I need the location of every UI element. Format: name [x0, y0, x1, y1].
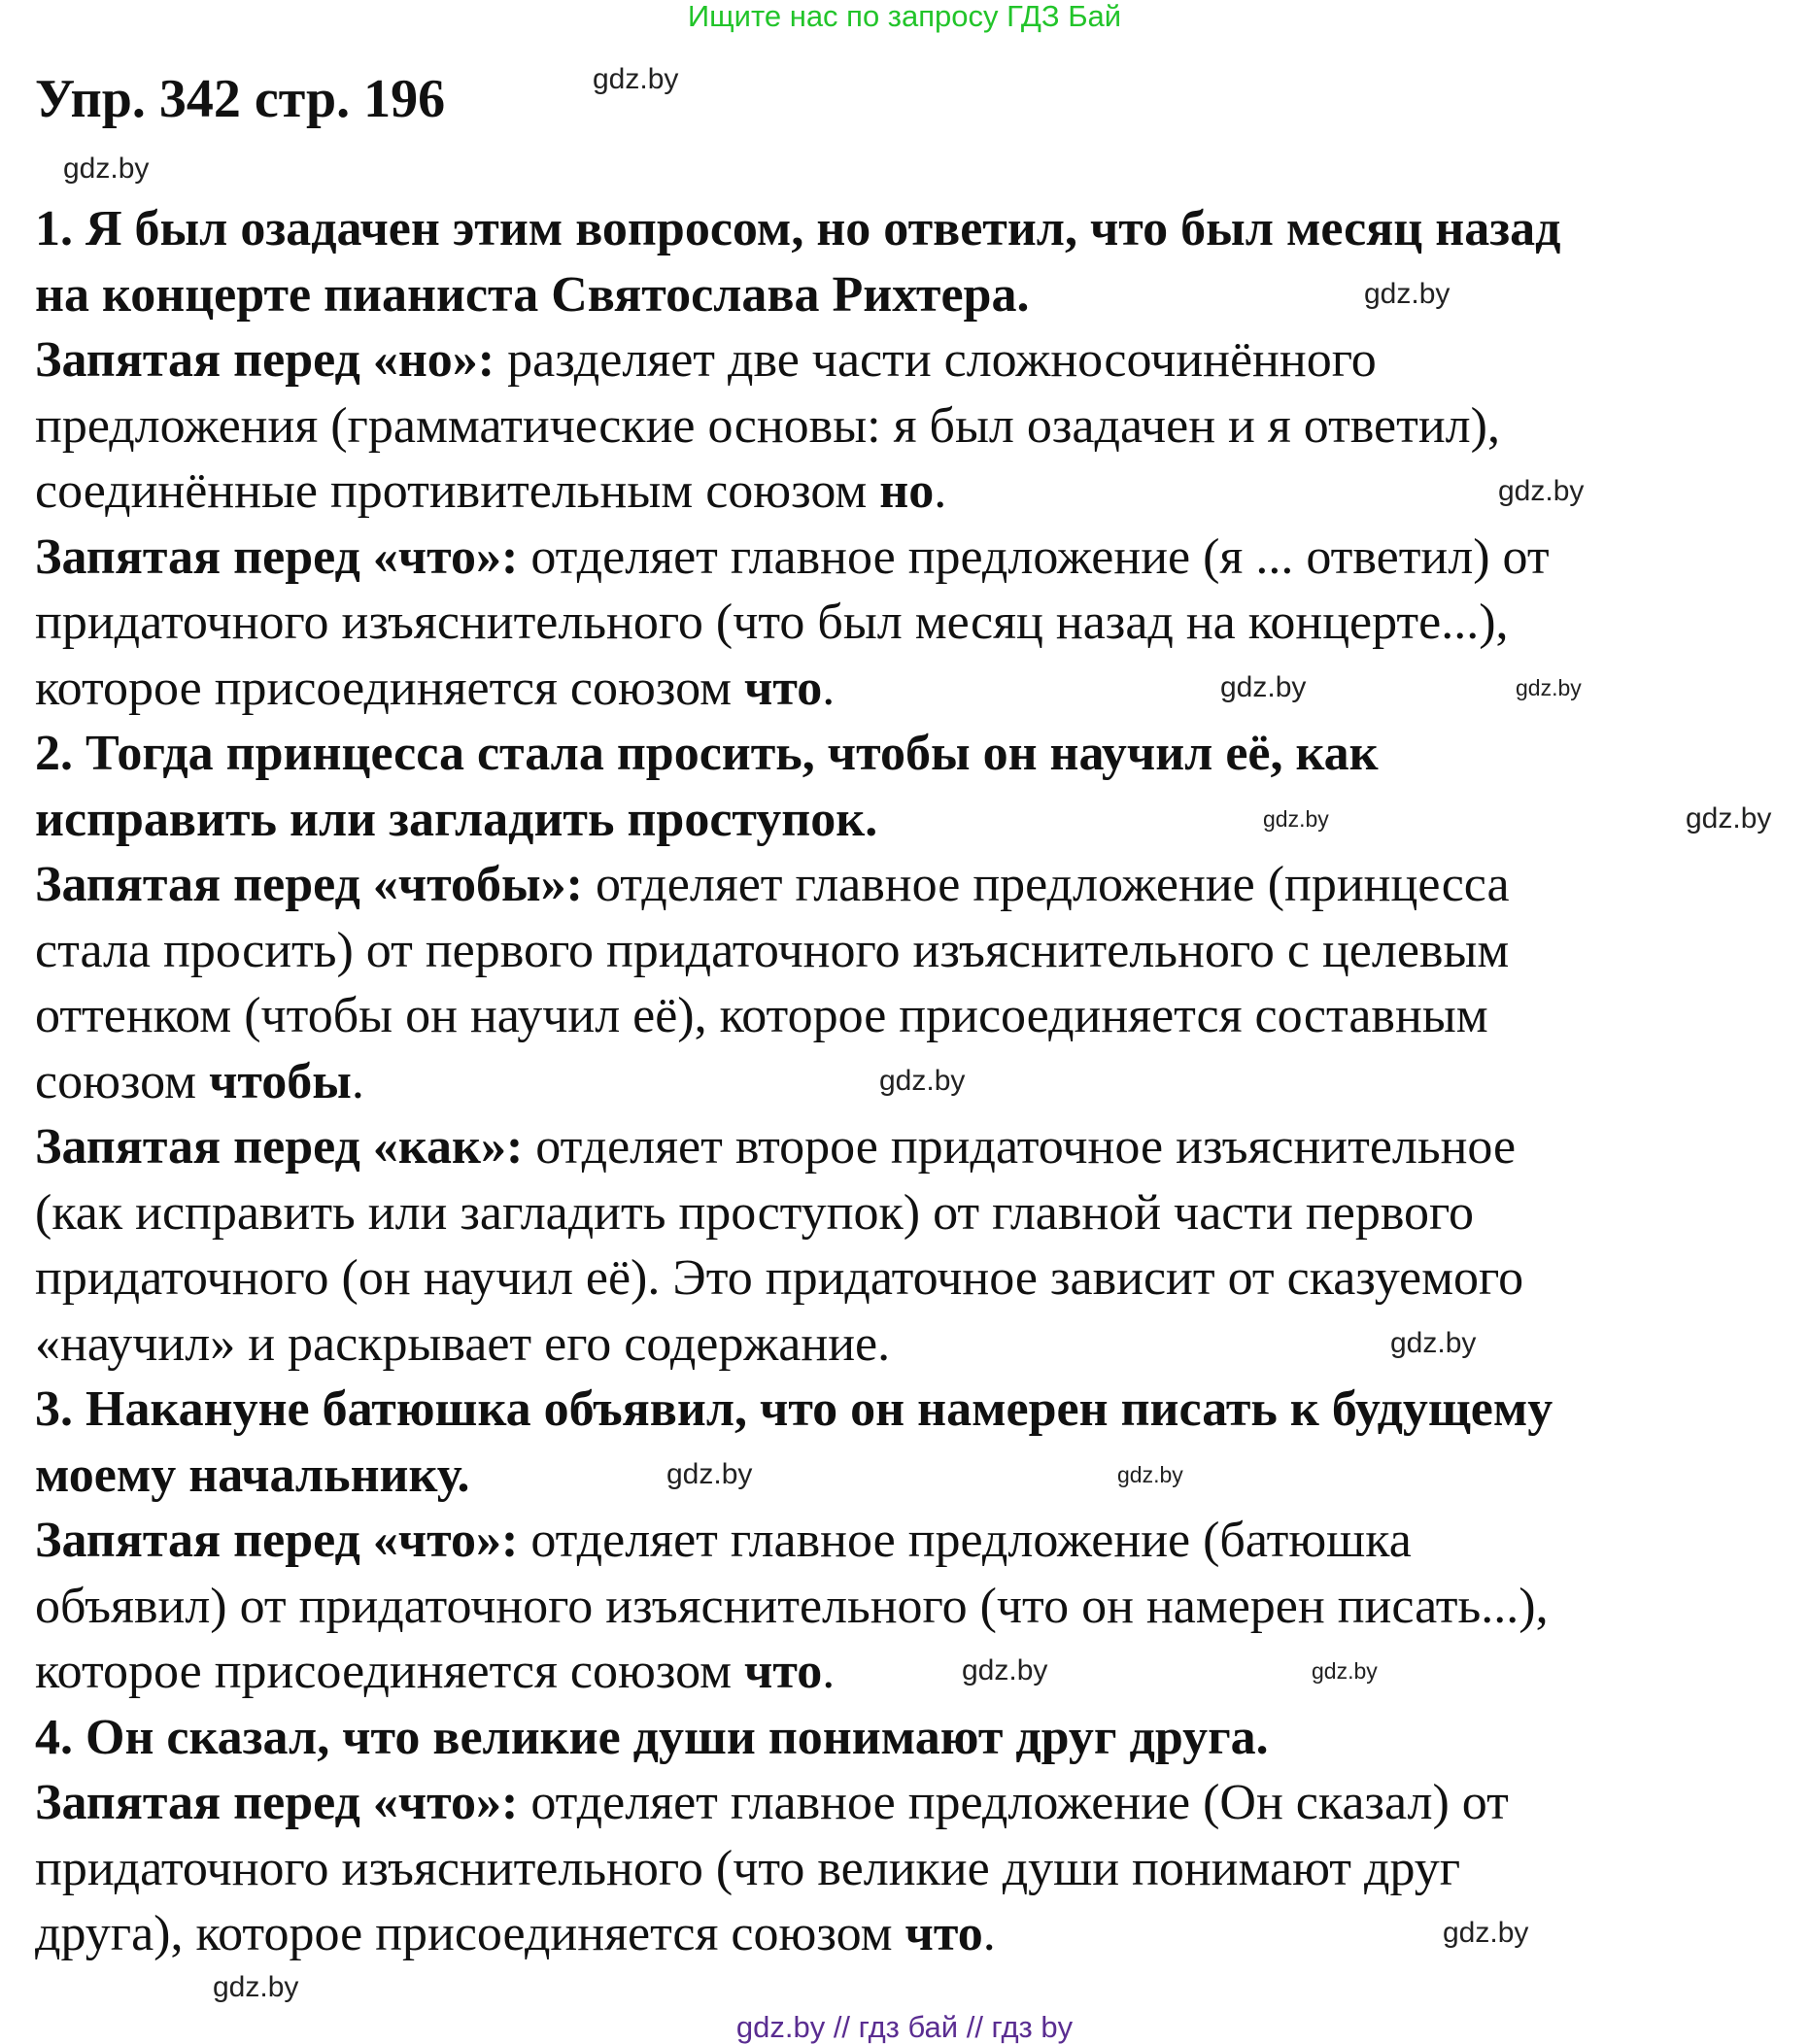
text-line: [35, 1379, 1553, 1441]
text: которое присоединяется союзом: [35, 660, 745, 716]
text: разделяет две части сложносочинённого: [495, 332, 1377, 388]
bold-text: Запятая перед «что»:: [35, 1775, 519, 1830]
watermark: gdz.by: [1390, 1327, 1477, 1359]
text: отделяет главное предложение (Он сказал) от: [518, 1775, 1509, 1830]
text: стала просить) от первого придаточного изъяснительного с целевым: [35, 922, 1510, 978]
text-line: [35, 985, 1488, 1047]
search-banner: Ищите нас по запросу ГДЗ Бай: [687, 0, 1122, 33]
watermark: gdz.by: [213, 1971, 299, 2003]
watermark: gdz.by: [1443, 1917, 1529, 1949]
text-line: [35, 789, 877, 851]
text: друга), которое присоединяется союзом: [35, 1906, 905, 1961]
bold-text: моему начальнику.: [35, 1447, 470, 1503]
bold-text: 1. Я был озадачен этим вопросом, но ответил, что был месяц назад: [35, 201, 1561, 256]
text-line: [35, 1510, 1412, 1572]
text: отделяет второе придаточное изъяснительное: [523, 1119, 1517, 1175]
text: «научил» и раскрывает его содержание.: [35, 1315, 891, 1372]
watermark: gdz.by: [1312, 1658, 1378, 1684]
watermark: gdz.by: [1263, 806, 1329, 832]
text-line: [35, 1838, 1460, 1900]
bold-text: что: [904, 1906, 983, 1961]
bold-text: 4. Он сказал, что великие души понимают друг друга.: [35, 1709, 1269, 1765]
watermark: gdz.by: [63, 153, 150, 185]
text: которое присоединяется союзом: [35, 1644, 745, 1699]
watermark: gdz.by: [1516, 675, 1582, 700]
text-line: [35, 1641, 835, 1703]
bold-text: но: [879, 463, 935, 519]
text-line: [35, 1051, 364, 1113]
text-line: [35, 1445, 470, 1507]
bold-text: что: [744, 660, 823, 716]
text: отделяет главное предложение (я ... ответил) от: [518, 528, 1550, 585]
text-line: [35, 1903, 996, 1965]
text-line: [35, 1116, 1516, 1178]
bold-text: чтобы: [209, 1053, 352, 1109]
text-line: [35, 723, 1379, 785]
text: союзом: [35, 1053, 210, 1109]
text-line: [35, 592, 1509, 654]
watermark: gdz.by: [1364, 278, 1451, 310]
text: .: [351, 1053, 364, 1109]
bold-text: 2. Тогда принцесса стала просить, чтобы он научил её, как: [35, 726, 1379, 781]
text: .: [822, 660, 836, 716]
text: придаточного изъяснительного (что великие души понимают друг: [35, 1840, 1461, 1896]
text: (как исправить или загладить проступок) от главной части первого: [35, 1184, 1475, 1241]
bold-text: что: [744, 1644, 823, 1699]
text-line: [35, 1772, 1509, 1834]
text-line: [35, 658, 835, 720]
text: оттенком (чтобы он научил её), которое присоединяется составным: [35, 988, 1488, 1043]
bold-text: Запятая перед «чтобы»:: [35, 857, 583, 912]
watermark: gdz.by: [666, 1458, 753, 1490]
watermark: gdz.by: [1686, 802, 1772, 835]
text-line: [35, 198, 1560, 260]
text: .: [982, 1906, 996, 1961]
bold-text: 3. Накануне батюшка объявил, что он намерен писать к будущему: [35, 1381, 1553, 1437]
bold-text: Запятая перед «что»:: [35, 1513, 519, 1568]
bold-text: на концерте пианиста Святослава Рихтера.: [35, 266, 1030, 323]
text: объявил) от придаточного изъяснительного (что он намерен писать...),: [35, 1578, 1549, 1634]
bold-text: Запятая перед «как»:: [35, 1119, 524, 1175]
text: .: [934, 463, 947, 519]
text-line: [35, 854, 1510, 916]
watermark: gdz.by: [962, 1654, 1048, 1686]
text-line: [35, 1313, 890, 1376]
text-line: [35, 329, 1377, 392]
bold-text: Запятая перед «что»:: [35, 528, 519, 585]
bold-text: исправить или загладить проступок.: [35, 791, 878, 847]
watermark: gdz.by: [879, 1065, 966, 1097]
text-line: [35, 1182, 1474, 1244]
text-line: [35, 527, 1550, 589]
text-line: [35, 1247, 1523, 1310]
text-line: [35, 1707, 1269, 1769]
text-line: [35, 395, 1500, 458]
text: отделяет главное предложение (принцесса: [582, 857, 1510, 912]
text: .: [822, 1644, 836, 1699]
text-line: [35, 920, 1509, 982]
text-line: [35, 460, 946, 523]
text: соединённые противительным союзом: [35, 463, 880, 519]
text: придаточного изъяснительного (что был месяц назад на концерте...),: [35, 595, 1509, 650]
page-title: Упр. 342 стр. 196: [35, 69, 446, 129]
watermark: gdz.by: [1220, 671, 1307, 703]
text-line: [35, 1576, 1549, 1638]
text: предложения (грамматические основы: я был озадачен и я ответил),: [35, 397, 1500, 454]
bold-text: Запятая перед «но»:: [35, 332, 495, 388]
text-line: [35, 264, 1029, 326]
footer-links: gdz.by // гдз бай // гдз by: [735, 2010, 1074, 2044]
text: отделяет главное предложение (батюшка: [518, 1513, 1412, 1568]
watermark: gdz.by: [1117, 1462, 1183, 1487]
watermark: gdz.by: [593, 63, 679, 95]
watermark: gdz.by: [1498, 475, 1585, 507]
text: придаточного (он научил её). Это придаточное зависит от сказуемого: [35, 1250, 1524, 1306]
